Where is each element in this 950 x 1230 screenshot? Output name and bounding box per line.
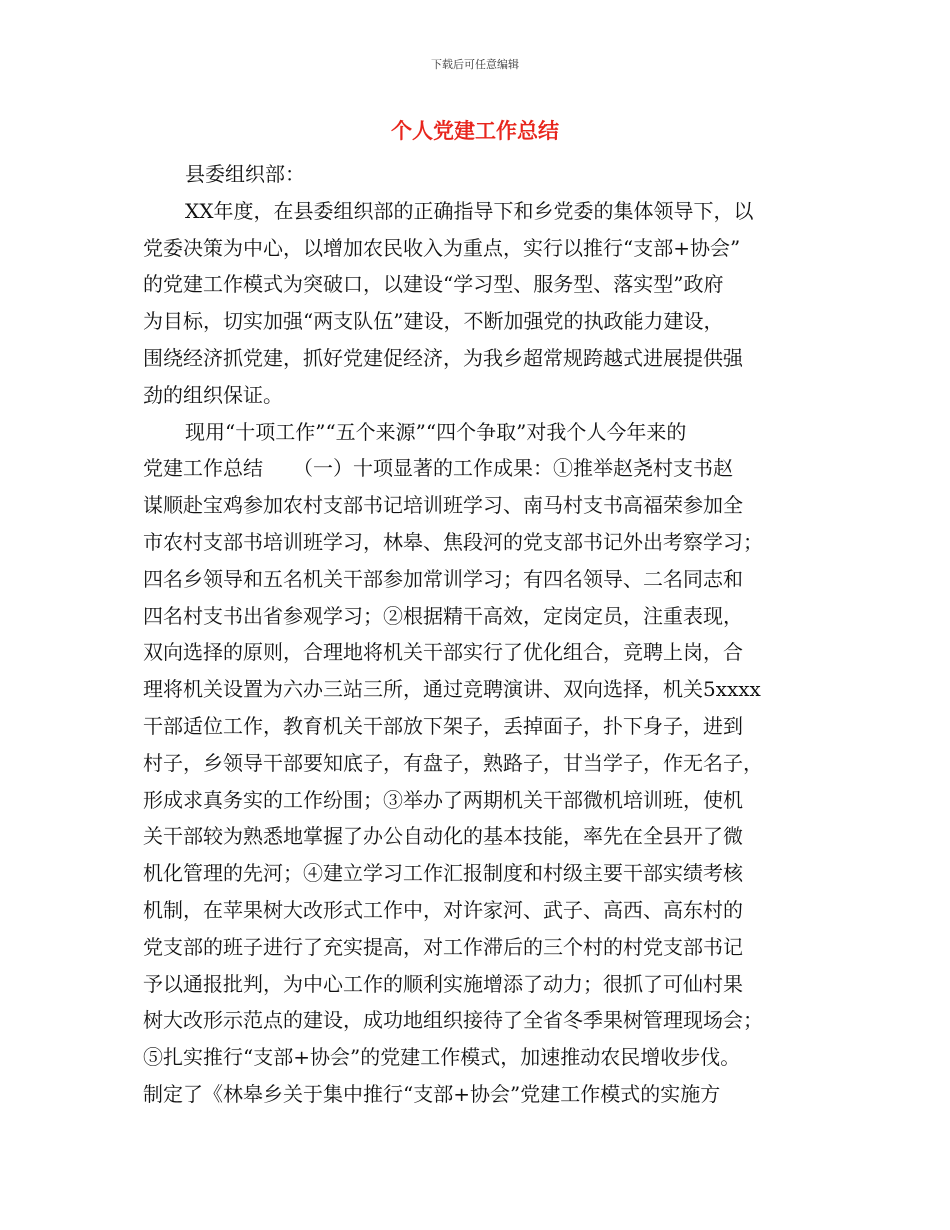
paragraph-line: 关干部较为熟悉地掌握了办公自动化的基本技能，率先在全县开了微: [143, 824, 743, 849]
paragraph-line: 党支部的班子进行了充实提高，对工作滞后的三个村的村党支部书记: [143, 934, 743, 959]
paragraph-line: 制定了《林皋乡关于集中推行“支部+协会”党建工作模式的实施方: [143, 1081, 721, 1106]
paragraph-line: 谋顺赴宝鸡参加农村支部书记培训班学习、南马村支书高福荣参加全: [143, 493, 743, 518]
paragraph-line: 的党建工作模式为突破口，以建设“学习型、服务型、落实型”政府: [143, 272, 724, 297]
paragraph-line: 党委决策为中心，以增加农民收入为重点，实行以推行“支部+协会”: [143, 235, 741, 260]
paragraph-line: XX年度，在县委组织部的正确指导下和乡党委的集体领导下，以: [185, 198, 754, 223]
paragraph-line: 市农村支部书培训班学习，林皋、焦段河的党支部书记外出考察学习；: [143, 529, 763, 554]
paragraph-line: 机化管理的先河；④建立学习工作汇报制度和村级主要干部实绩考核: [143, 861, 743, 886]
paragraph-1: [143, 193, 805, 414]
salutation: 县委组织部：: [185, 162, 305, 186]
paragraph-line: 予以通报批判，为中心工作的顺利实施增添了动力；很抓了可仙村果: [143, 971, 743, 996]
paragraph-line: 围绕经济抓党建，抓好党建促经济，为我乡超常规跨越式进展提供强: [143, 345, 743, 370]
paragraph-line: ⑤扎实推行“支部+协会”的党建工作模式，加速推动农民增收步伐。: [143, 1045, 741, 1070]
paragraph-line: 为目标，切实加强“两支队伍”建设，不断加强党的执政能力建设，: [143, 309, 724, 334]
paragraph-line: 树大改形示范点的建设，成功地组织接待了全省冬季果树管理现场会；: [143, 1008, 763, 1033]
paragraph-line: 理将机关设置为六办三站三所，通过竞聘演讲、双向选择，机关5xxxx: [143, 677, 761, 702]
paragraph-line: 现用“十项工作”“五个来源”“四个争取”对我个人今年来的: [185, 419, 687, 444]
paragraph-2: [143, 414, 805, 1113]
header-note: 下载后可任意编辑: [431, 58, 519, 71]
paragraph-line: 双向选择的原则，合理地将机关干部实行了优化组合，竞聘上岗，合: [143, 640, 743, 665]
paragraph-line: 机制，在苹果树大改形式工作中，对许家河、武子、高西、高东村的: [143, 897, 743, 922]
paragraph-line: 四名乡领导和五名机关干部参加常训学习；有四名领导、二名同志和: [143, 566, 743, 591]
paragraph-line: 四名村支书出省参观学习；②根据精干高效，定岗定员，注重表现，: [143, 603, 743, 628]
paragraph-line: 形成求真务实的工作纷围；③举办了两期机关干部微机培训班，使机: [143, 787, 743, 812]
document-body: [143, 156, 805, 1113]
paragraph-line: 村子，乡领导干部要知底子，有盘子，熟路子，甘当学子，作无名子，: [143, 750, 763, 775]
paragraph-line: 劲的组织保证。: [143, 382, 283, 407]
paragraph-line: 干部适位工作，教育机关干部放下架子，丢掉面子，扑下身子，进到: [143, 713, 743, 738]
paragraph-line: 党建工作总结 （一）十项显著的工作成果：①推举赵尧村支书赵: [143, 456, 733, 481]
document-title: 个人党建工作总结: [391, 119, 559, 143]
